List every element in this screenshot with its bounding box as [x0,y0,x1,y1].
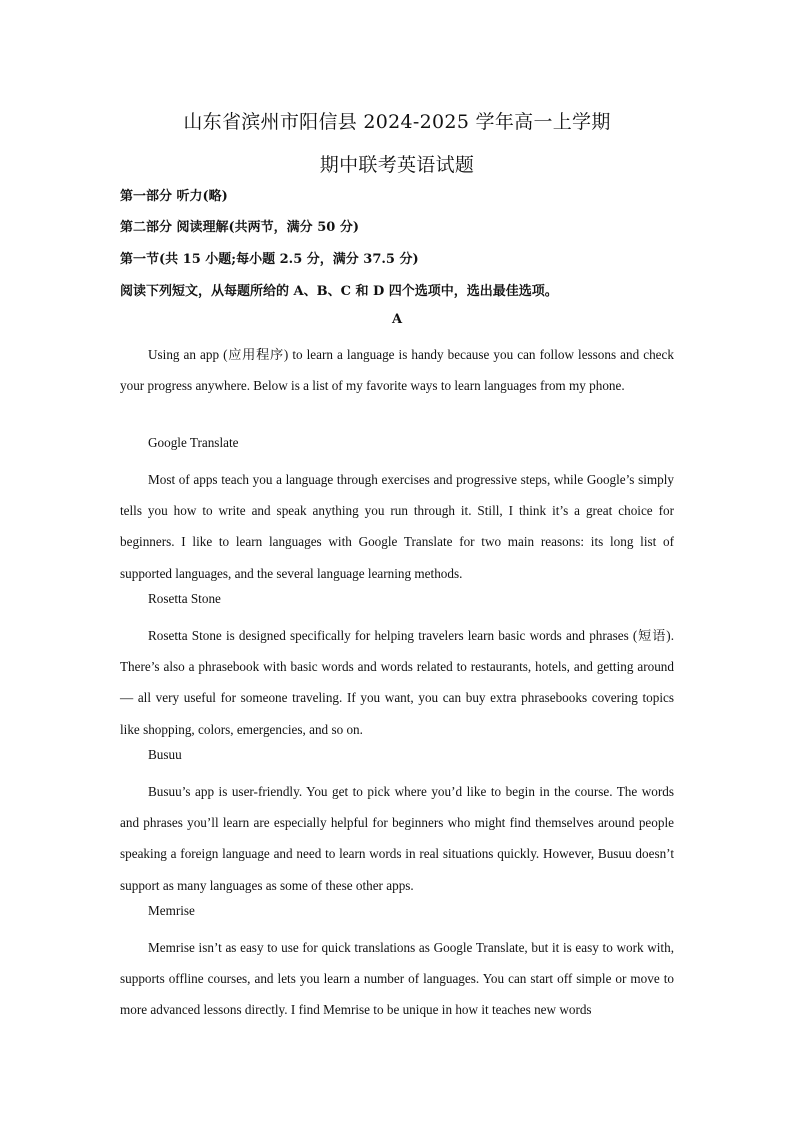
app-heading-busuu: Busuu [148,747,182,762]
app-heading-google-translate: Google Translate [148,435,239,450]
app-heading-memrise: Memrise [148,903,195,918]
intro-paragraph: Using an app (应用程序) to learn a language is handy because you can follow lessons and check your progress anywhere. Below is a list of my favorite ways to learn languages from my phone. [120,347,674,394]
passage-letter: A [391,312,403,327]
app-paragraph-google-translate: Most of apps teach you a language through exercises and progressive steps, while Google’s simply tells you how to write and speak anything you run through it. Still, I think it’s a great choice for beginners. I like to learn languages with Google Translate for two main reasons: its long list of supported languages, and the several language learning methods. [120,472,674,581]
app-paragraph-memrise: Memrise isn’t as easy to use for quick translations as Google Translate, but it is easy to work with, supports offline courses, and lets you learn a number of languages. You can start off simple or move to more advanced lessons directly. I find Memrise to be unique in how it teaches new words [120,940,674,1018]
app-heading-rosetta-stone: Rosetta Stone [148,591,221,606]
app-paragraph-rosetta-stone: Rosetta Stone is designed specifically for helping travelers learn basic words and phrases (短语). There’s also a phrasebook with basic words and words related to restaurants, hotels, and getting around— all very useful for someone traveling. If you want, you can buy extra phrasebooks covering topics like shopping, colors, emergencies, and so on. [120,628,674,737]
section1-heading: 第一节(共 15 小题;每小题 2.5 分，满分 37.5 分) [120,252,419,267]
part1-heading: 第一部分 听力(略) [120,189,228,204]
exam-title-line2: 期中联考英语试题 [319,154,475,176]
app-paragraph-busuu: Busuu’s app is user-friendly. You get to pick where you’d like to begin in the course. The words and phrases you’ll learn are especially helpful for beginners who might find themselves around people speaking a foreign language and need to learn words in real situations quickly. However, Busuu doesn’t support as many languages as some of these other apps. [120,784,674,893]
exam-title-line1: 山东省滨州市阳信县 2024-2025 学年高一上学期 [183,111,611,133]
instruction-text: 阅读下列短文，从每题所给的 A、B、C 和 D 四个选项中，选出最佳选项。 [120,284,558,299]
part2-heading: 第二部分 阅读理解(共两节，满分 50 分) [120,220,359,235]
